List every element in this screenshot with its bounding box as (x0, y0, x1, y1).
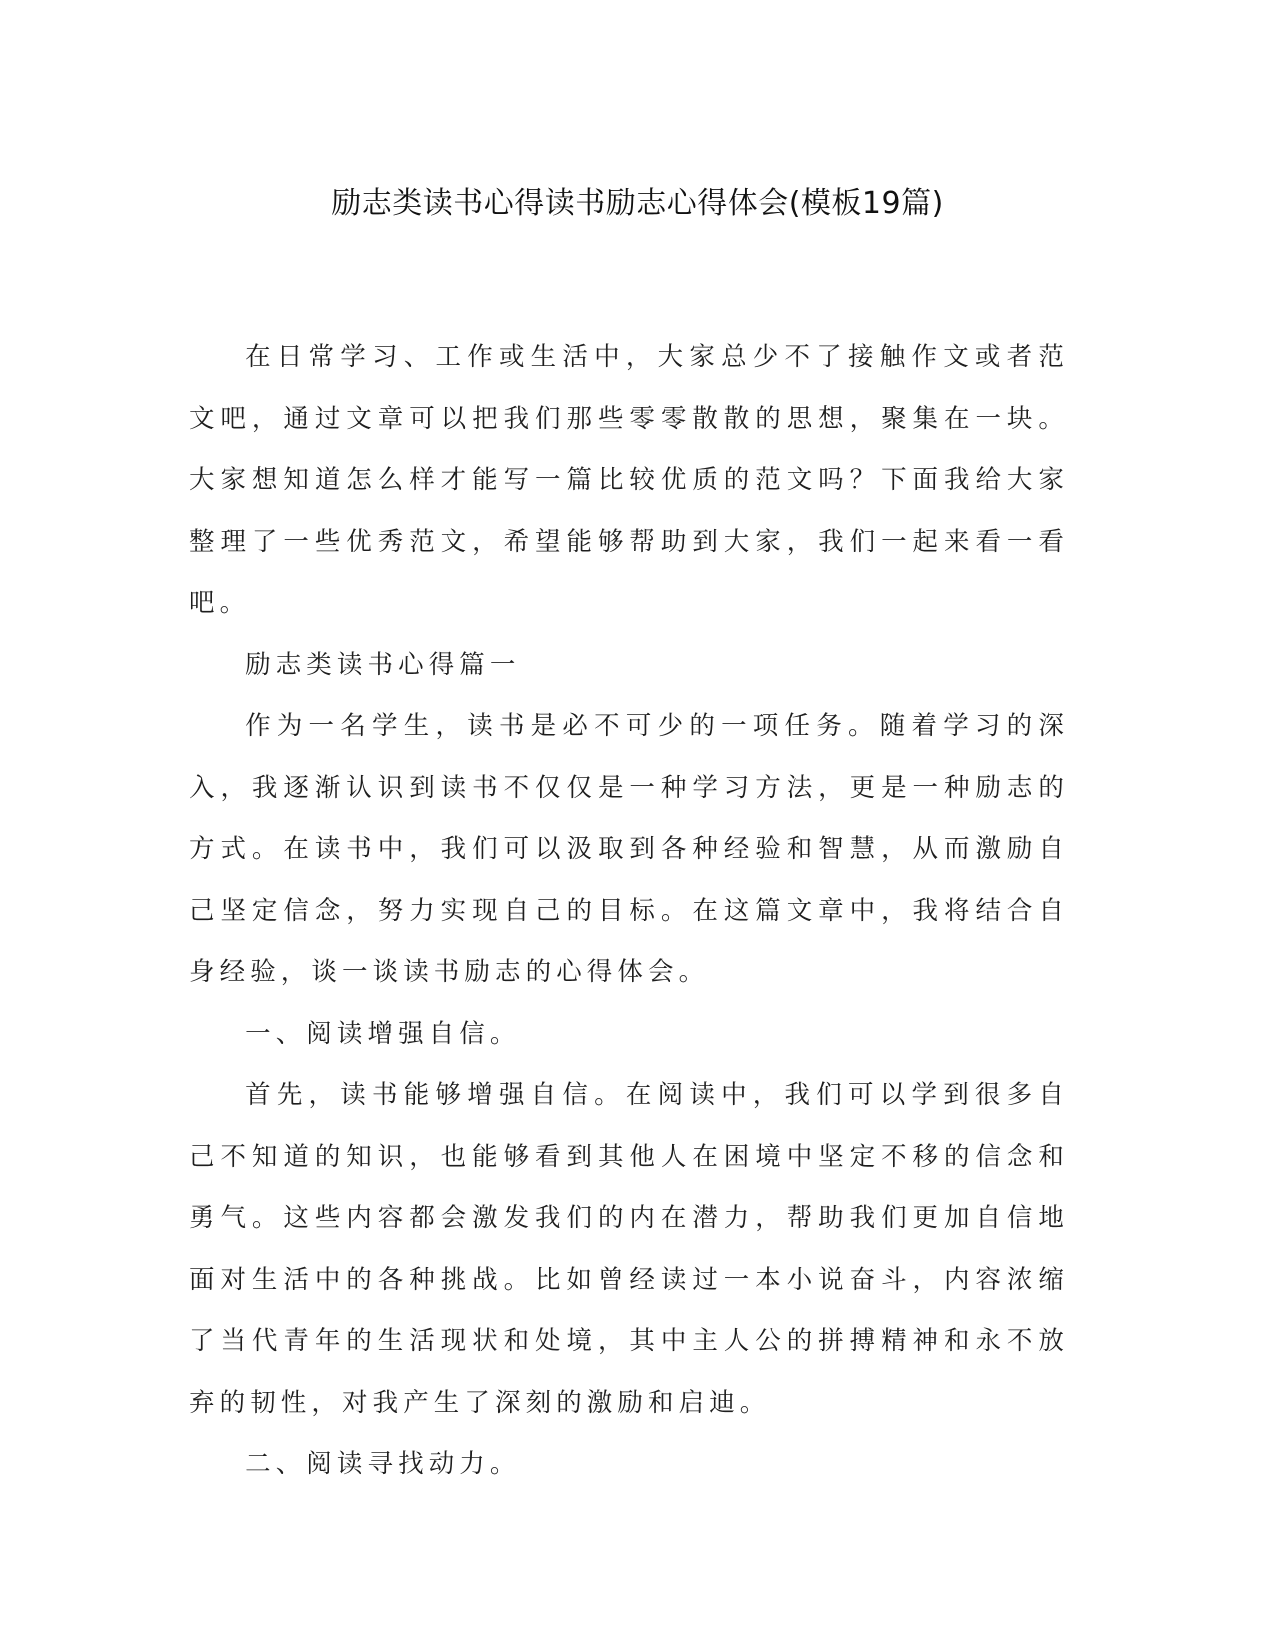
document-title: 励志类读书心得读书励志心得体会(模板19篇) (331, 186, 944, 221)
body-paragraph: 作为一名学生，读书是必不可少的一项任务。随着学习的深入，我逐渐认识到读书不仅仅是一种学习方法，更是一种励志的方式。在读书中，我们可以汲取到各种经验和智慧，从而激励自己坚定信念，努力实现自己的目标。在这篇文章中，我将结合自身经验，谈一谈读书励志的心得体会。 (189, 711, 1069, 987)
body-paragraph: 首先，读书能够增强自信。在阅读中，我们可以学到很多自己不知道的知识，也能够看到其他人在困境中坚定不移的信念和勇气。这些内容都会激发我们的内在潜力，帮助我们更加自信地面对生活中的各种挑战。比如曾经读过一本小说奋斗，内容浓缩了当代青年的生活现状和处境，其中主人公的拼搏精神和永不放弃的韧性，对我产生了深刻的激励和启迪。 (189, 1080, 1069, 1418)
section-heading: 励志类读书心得篇一 (245, 649, 521, 680)
document-body (189, 327, 1069, 1496)
intro-paragraph: 在日常学习、工作或生活中，大家总少不了接触作文或者范文吧，通过文章可以把我们那些零零散散的思想，聚集在一块。大家想知道怎么样才能写一篇比较优质的范文吗？下面我给大家整理了一些优秀范文，希望能够帮助到大家，我们一起来看一看吧。 (189, 342, 1069, 618)
subsection-heading: 一、阅读增强自信。 (245, 1018, 521, 1049)
subsection-heading: 二、阅读寻找动力。 (245, 1449, 521, 1479)
